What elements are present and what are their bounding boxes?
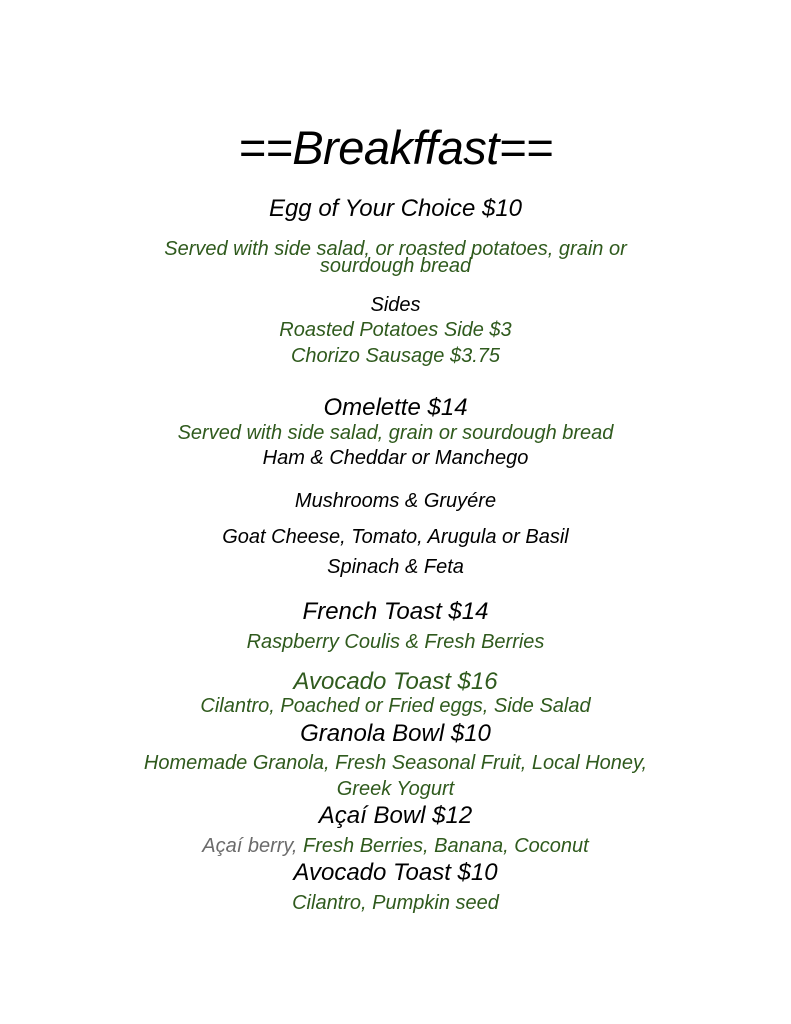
french-toast-heading: French Toast $14: [302, 598, 489, 625]
menu-title: ==Breakffast==: [238, 121, 553, 174]
granola-bowl-description-line2: Greek Yogurt: [336, 778, 455, 800]
granola-bowl-heading: Granola Bowl $10: [300, 720, 491, 747]
avocado-toast-16-description: Cilantro, Poached or Fried eggs, Side Salad: [200, 695, 591, 717]
avocado-toast-16-heading: Avocado Toast $16: [293, 668, 498, 695]
egg-description-line1: Served with side salad, or roasted potatoes, grain or: [164, 238, 627, 260]
side-item-potatoes: Roasted Potatoes Side $3: [279, 319, 512, 341]
omelette-heading: Omelette $14: [323, 394, 468, 421]
avocado-toast-10-heading: Avocado Toast $10: [293, 859, 498, 886]
omelette-option: Goat Cheese, Tomato, Arugula or Basil: [222, 526, 569, 548]
omelette-option: Ham & Cheddar or Manchego: [262, 447, 529, 469]
sides-heading: Sides: [370, 294, 421, 316]
side-item-chorizo: Chorizo Sausage $3.75: [290, 345, 501, 367]
acai-bowl-heading: Açaí Bowl $12: [318, 802, 473, 829]
omelette-description: Served with side salad, grain or sourdough bread: [177, 422, 614, 444]
granola-bowl-description-line1: Homemade Granola, Fresh Seasonal Fruit, Local Honey,: [143, 752, 648, 774]
avocado-toast-10-description: Cilantro, Pumpkin seed: [292, 892, 499, 914]
acai-bowl-description-rest: Fresh Berries, Banana, Coconut: [297, 835, 589, 857]
egg-heading: Egg of Your Choice $10: [268, 195, 523, 222]
acai-bowl-description: [0, 836, 791, 856]
omelette-option: Mushrooms & Gruyére: [294, 490, 497, 512]
egg-description-line2: sourdough bread: [319, 255, 472, 277]
french-toast-description: Raspberry Coulis & Fresh Berries: [246, 631, 545, 653]
acai-bowl-description-first: Açaí berry,: [202, 835, 298, 857]
omelette-option: Spinach & Feta: [327, 556, 464, 578]
